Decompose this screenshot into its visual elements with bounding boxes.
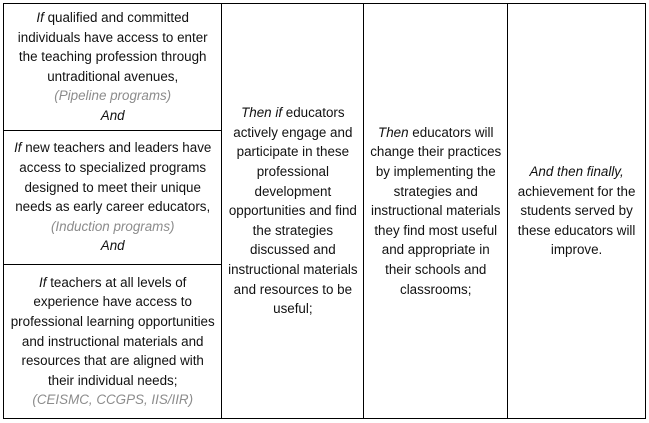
condition-lead: If [14, 140, 22, 156]
program-label: (Induction programs) [50, 218, 175, 234]
engage-lead: Then if [241, 105, 283, 121]
condition-cell-pipeline [4, 4, 222, 131]
outcome-text: achievement for the students served by these educators will improve. [517, 183, 636, 258]
outcome-cell [508, 4, 646, 419]
condition-text: teachers at all levels of experience have access to professional learning opportunities and instructional materials and resources that are aligned with their individual needs; [10, 274, 215, 388]
conjunction-label: And [100, 108, 125, 124]
change-lead: Then [378, 124, 409, 140]
logic-model-table [3, 3, 646, 419]
engage-cell [222, 4, 364, 419]
condition-cell-induction [4, 130, 222, 264]
conjunction-label: And [100, 238, 125, 254]
change-text: educators will change their practices by implementing the strategies and instructional materials they find most useful and appropriate in their schools and classrooms; [370, 124, 502, 297]
engage-text: educators actively engage and participate in these professional development opportunities and find the strategies discussed and instructional materials and resources to be useful; [228, 105, 358, 317]
condition-lead: If [39, 274, 47, 290]
condition-lead: If [36, 10, 44, 26]
condition-text: qualified and committed individuals have access to enter the teaching profession through untraditional avenues, [17, 10, 208, 84]
change-cell [364, 4, 508, 419]
program-label: (Pipeline programs) [54, 88, 172, 104]
condition-cell-professional-learning [4, 264, 222, 418]
condition-text: new teachers and leaders have access to specialized programs designed to meet their unique needs as early career educators, [15, 140, 212, 215]
program-label: (CEISMC, CCGPS, IIS/IIR) [32, 392, 194, 408]
outcome-lead: And then finally, [529, 164, 624, 180]
